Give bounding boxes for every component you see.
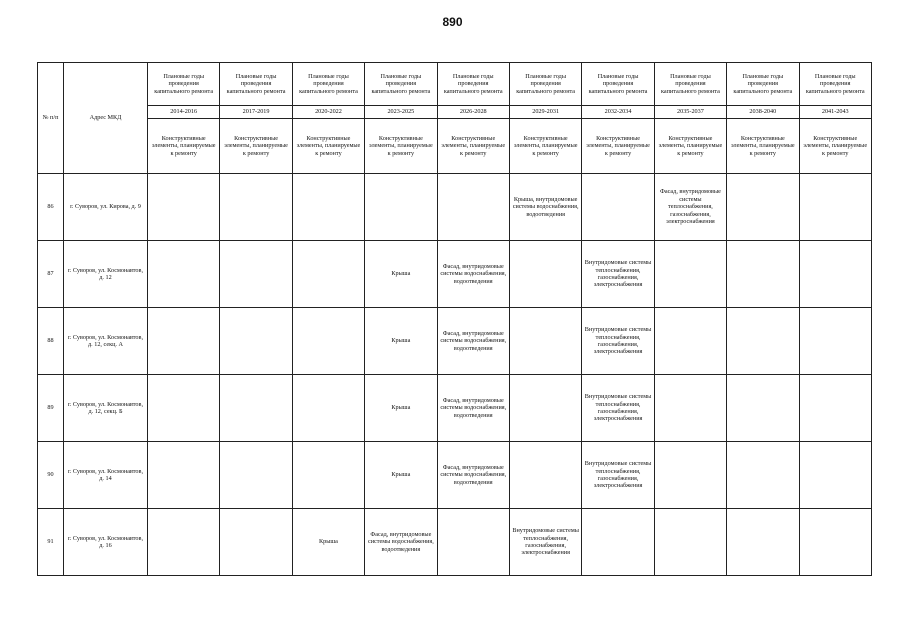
repair-elements-cell: [148, 308, 220, 375]
repair-elements-cell: [727, 375, 799, 442]
column-header-elements: Конструктивные элементы, планируемые к ремонту: [365, 119, 437, 174]
column-header-plan-title: Плановые годы проведения капитального ремонта: [799, 63, 871, 106]
row-address: г. Суворов, ул. Космонавтов, д. 16: [64, 509, 148, 576]
row-address: г. Суворов, ул. Космонавтов, д. 12, секц. Б: [64, 375, 148, 442]
repair-elements-cell: [292, 174, 364, 241]
column-header-plan-title: Плановые годы проведения капитального ремонта: [292, 63, 364, 106]
repair-elements-cell: [220, 241, 292, 308]
repair-elements-cell: [727, 442, 799, 509]
repair-elements-cell: Внутридомовые системы теплоснабжения, газоснабжения, электроснабжения: [582, 442, 654, 509]
repair-elements-cell: [582, 509, 654, 576]
repair-elements-cell: [220, 442, 292, 509]
repair-elements-cell: [220, 375, 292, 442]
row-address: г. Суворов, ул. Кирова, д. 9: [64, 174, 148, 241]
repair-elements-cell: [799, 308, 871, 375]
column-header-elements: Конструктивные элементы, планируемые к ремонту: [727, 119, 799, 174]
repair-elements-cell: Фасад, внутридомовые системы водоснабжения, водоотведения: [437, 308, 509, 375]
table-row: [38, 174, 872, 241]
repair-elements-cell: [292, 442, 364, 509]
capital-repair-plan-table: [37, 62, 872, 576]
column-header-plan-title: Плановые годы проведения капитального ремонта: [148, 63, 220, 106]
column-header-elements: Конструктивные элементы, планируемые к ремонту: [292, 119, 364, 174]
repair-elements-cell: [727, 241, 799, 308]
row-address: г. Суворов, ул. Космонавтов, д. 14: [64, 442, 148, 509]
column-header-period: 2020-2022: [292, 106, 364, 119]
column-header-plan-title: Плановые годы проведения капитального ремонта: [220, 63, 292, 106]
repair-elements-cell: [148, 509, 220, 576]
table-row: [38, 375, 872, 442]
column-header-elements: Конструктивные элементы, планируемые к ремонту: [437, 119, 509, 174]
header-row-titles: [38, 63, 872, 106]
repair-elements-cell: [654, 241, 726, 308]
column-header-period: 2041-2043: [799, 106, 871, 119]
repair-elements-cell: [799, 174, 871, 241]
repair-elements-cell: [148, 174, 220, 241]
repair-elements-cell: [365, 174, 437, 241]
header-row-elements: [38, 119, 872, 174]
repair-elements-cell: Крыша: [365, 241, 437, 308]
repair-elements-cell: Фасад, внутридомовые системы водоснабжения, водоотведения: [437, 241, 509, 308]
table-row: [38, 308, 872, 375]
repair-elements-cell: [799, 375, 871, 442]
column-header-plan-title: Плановые годы проведения капитального ремонта: [437, 63, 509, 106]
column-header-period: 2014-2016: [148, 106, 220, 119]
repair-elements-cell: [148, 241, 220, 308]
table-row: [38, 241, 872, 308]
column-header-plan-title: Плановые годы проведения капитального ремонта: [365, 63, 437, 106]
row-number: 86: [38, 174, 64, 241]
row-number: 90: [38, 442, 64, 509]
repair-elements-cell: [148, 375, 220, 442]
repair-elements-cell: [509, 308, 581, 375]
repair-elements-cell: Внутридомовые системы теплоснабжения, газоснабжения, электроснабжения: [582, 308, 654, 375]
header-row-periods: [38, 106, 872, 119]
repair-elements-cell: [292, 375, 364, 442]
column-header-plan-title: Плановые годы проведения капитального ремонта: [582, 63, 654, 106]
column-header-plan-title: Плановые годы проведения капитального ремонта: [654, 63, 726, 106]
repair-elements-cell: [582, 174, 654, 241]
repair-elements-cell: [509, 442, 581, 509]
repair-elements-cell: Фасад, внутридомовые системы теплоснабжения, газоснабжения, электроснабжения: [654, 174, 726, 241]
table-row: [38, 509, 872, 576]
column-header-elements: Конструктивные элементы, планируемые к ремонту: [509, 119, 581, 174]
repair-elements-cell: [727, 509, 799, 576]
column-header-period: 2035-2037: [654, 106, 726, 119]
table-body: [38, 174, 872, 576]
column-header-elements: Конструктивные элементы, планируемые к ремонту: [220, 119, 292, 174]
repair-elements-cell: [292, 241, 364, 308]
column-header-period: 2017-2019: [220, 106, 292, 119]
page-number: 890: [442, 15, 463, 29]
repair-elements-cell: [220, 174, 292, 241]
repair-elements-cell: [148, 442, 220, 509]
repair-elements-cell: Крыша, внутридомовые системы водоснабжения, водоотведения: [509, 174, 581, 241]
row-number: 89: [38, 375, 64, 442]
repair-elements-cell: [292, 308, 364, 375]
repair-elements-cell: [509, 241, 581, 308]
repair-elements-cell: Фасад, внутридомовые системы водоснабжения, водоотведения: [437, 375, 509, 442]
column-header-period: 2029-2031: [509, 106, 581, 119]
repair-elements-cell: Внутридомовые системы теплоснабжения, газоснабжения, электроснабжения: [509, 509, 581, 576]
repair-elements-cell: Крыша: [365, 375, 437, 442]
row-number: 88: [38, 308, 64, 375]
row-address: г. Суворов, ул. Космонавтов, д. 12: [64, 241, 148, 308]
column-header-plan-title: Плановые годы проведения капитального ремонта: [509, 63, 581, 106]
repair-elements-cell: [727, 174, 799, 241]
column-header-elements: Конструктивные элементы, планируемые к ремонту: [148, 119, 220, 174]
repair-elements-cell: Внутридомовые системы теплоснабжения, газоснабжения, электроснабжения: [582, 375, 654, 442]
repair-elements-cell: [509, 375, 581, 442]
repair-elements-cell: Крыша: [292, 509, 364, 576]
repair-elements-cell: [654, 308, 726, 375]
column-header-elements: Конструктивные элементы, планируемые к ремонту: [582, 119, 654, 174]
column-header-period: 2023-2025: [365, 106, 437, 119]
repair-elements-cell: Крыша: [365, 442, 437, 509]
column-header-period: 2026-2028: [437, 106, 509, 119]
repair-elements-cell: [654, 509, 726, 576]
column-header-elements: Конструктивные элементы, планируемые к ремонту: [799, 119, 871, 174]
column-header-number: № п/п: [38, 63, 64, 174]
repair-elements-cell: Фасад, внутридомовые системы водоснабжения, водоотведения: [437, 442, 509, 509]
table-row: [38, 442, 872, 509]
repair-elements-cell: Фасад, внутридомовые системы водоснабжения, водоотведения: [365, 509, 437, 576]
column-header-plan-title: Плановые годы проведения капитального ремонта: [727, 63, 799, 106]
repair-elements-cell: [799, 509, 871, 576]
column-header-period: 2032-2034: [582, 106, 654, 119]
column-header-address: Адрес МКД: [64, 63, 148, 174]
repair-elements-cell: [727, 308, 799, 375]
repair-elements-cell: [654, 375, 726, 442]
repair-elements-cell: [220, 509, 292, 576]
row-number: 91: [38, 509, 64, 576]
repair-elements-cell: Крыша: [365, 308, 437, 375]
repair-elements-cell: [437, 509, 509, 576]
row-address: г. Суворов, ул. Космонавтов, д. 12, секц. А: [64, 308, 148, 375]
column-header-period: 2038-2040: [727, 106, 799, 119]
repair-elements-cell: Внутридомовые системы теплоснабжения, газоснабжения, электроснабжения: [582, 241, 654, 308]
repair-elements-cell: [799, 241, 871, 308]
repair-elements-cell: [220, 308, 292, 375]
column-header-elements: Конструктивные элементы, планируемые к ремонту: [654, 119, 726, 174]
repair-elements-cell: [437, 174, 509, 241]
row-number: 87: [38, 241, 64, 308]
repair-elements-cell: [654, 442, 726, 509]
repair-elements-cell: [799, 442, 871, 509]
